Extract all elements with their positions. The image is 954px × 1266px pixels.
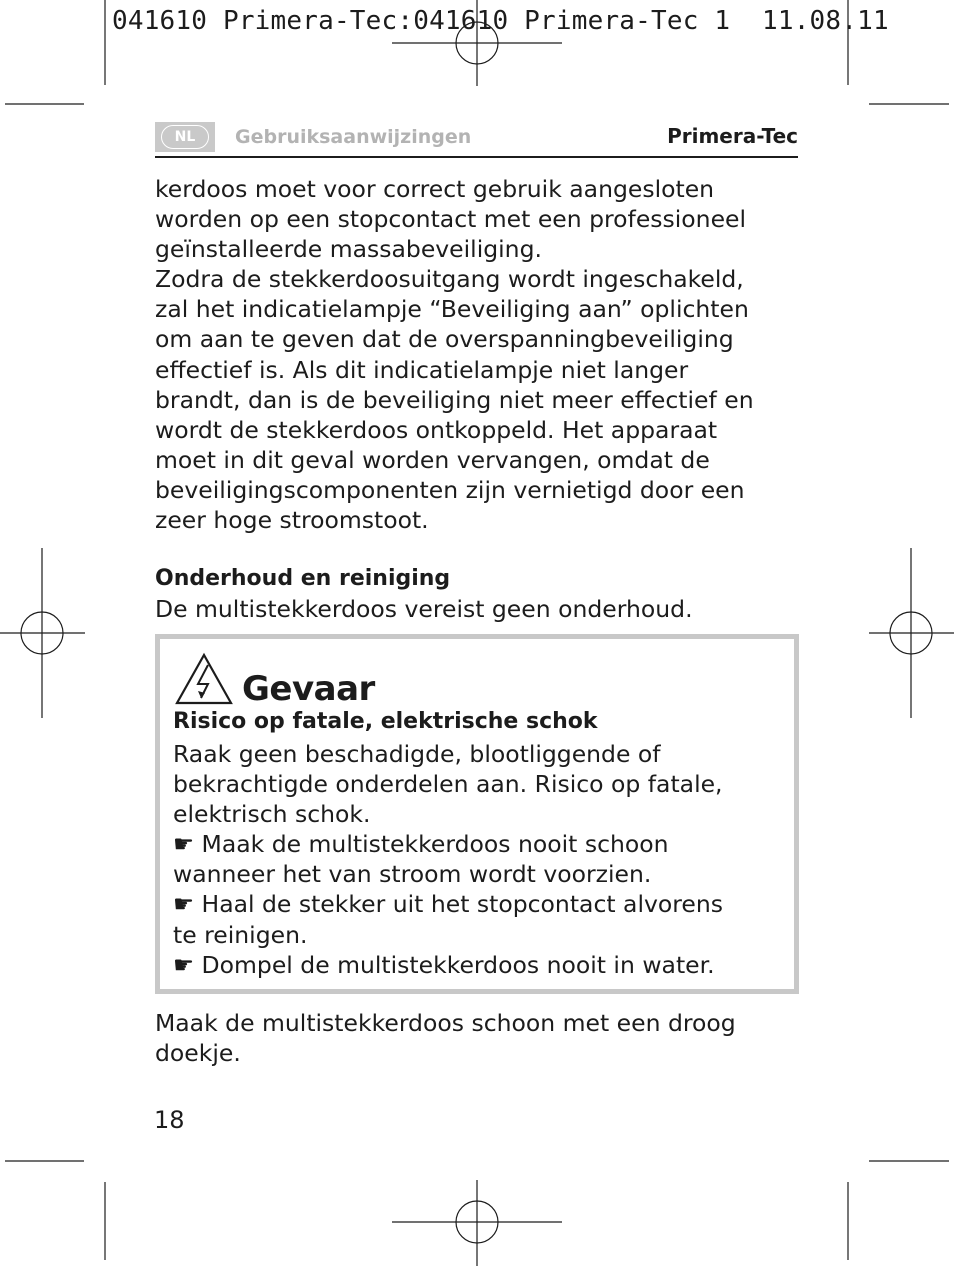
maintenance-heading: Onderhoud en reiniging <box>155 566 451 591</box>
language-badge <box>155 122 215 152</box>
bullet-line: ☛ Maak de multistekkerdoos nooit schoon <box>173 830 669 859</box>
danger-warning-box <box>155 634 799 994</box>
danger-body <box>173 739 723 980</box>
text-line: elektrisch schok. <box>173 800 371 829</box>
text-line: geïnstalleerde massabeveiliging. <box>155 235 542 264</box>
intro-paragraph <box>155 174 805 535</box>
text-line: beveiligingscomponenten zijn vernietigd door een <box>155 475 745 504</box>
text-line: brandt, dan is de beveiliging niet meer effectief en <box>155 385 754 414</box>
text-line: zal het indicatielampje “Beveiliging aan” oplichten <box>155 295 749 324</box>
text-line: wanneer het van stroom wordt voorzien. <box>173 860 652 889</box>
maintenance-text: De multistekkerdoos vereist geen onderhoud. <box>155 595 693 623</box>
text-line: worden op een stopcontact met een professioneel <box>155 205 747 234</box>
cleaning-paragraph <box>155 1008 805 1068</box>
text-line: wordt de stekkerdoos ontkoppeld. Het apparaat <box>155 415 718 444</box>
language-code: NL <box>161 125 209 149</box>
registration-mark-right <box>869 548 954 718</box>
page-number: 18 <box>154 1106 185 1134</box>
bullet-line: ☛ Dompel de multistekkerdoos nooit in water. <box>173 950 715 979</box>
text-line: Raak geen beschadigde, blootliggende of <box>173 740 661 768</box>
text-line: zeer hoge stroomstoot. <box>155 506 429 535</box>
text-line: doekje. <box>155 1039 241 1068</box>
text-line: kerdoos moet voor correct gebruik aangesloten <box>155 175 715 203</box>
danger-title: Gevaar <box>242 669 375 709</box>
registration-mark-bottom <box>392 1180 562 1266</box>
electric-hazard-icon <box>174 651 234 707</box>
brand-name: Primera-Tec <box>667 124 798 148</box>
document-type: Gebruiksaanwijzingen <box>235 126 472 148</box>
text-line: te reinigen. <box>173 920 308 949</box>
registration-mark-left <box>0 548 85 718</box>
text-line: moet in dit geval worden vervangen, omdat de <box>155 445 710 474</box>
page-header <box>155 118 798 158</box>
text-line: om aan te geven dat de overspanningbeveiliging <box>155 325 734 354</box>
text-line: Zodra de stekkerdoosuitgang wordt ingeschakeld, <box>155 265 744 294</box>
danger-subtitle: Risico op fatale, elektrische schok <box>173 709 598 734</box>
bullet-line: ☛ Haal de stekker uit het stopcontact alvorens <box>173 890 724 919</box>
text-line: Maak de multistekkerdoos schoon met een droog <box>155 1009 736 1037</box>
print-slug-line: 041610 Primera-Tec:041610 Primera-Tec 1 11.08.11 <box>112 6 889 36</box>
text-line: effectief is. Als dit indicatielampje niet langer <box>155 355 689 384</box>
text-line: bekrachtigde onderdelen aan. Risico op fatale, <box>173 770 723 799</box>
